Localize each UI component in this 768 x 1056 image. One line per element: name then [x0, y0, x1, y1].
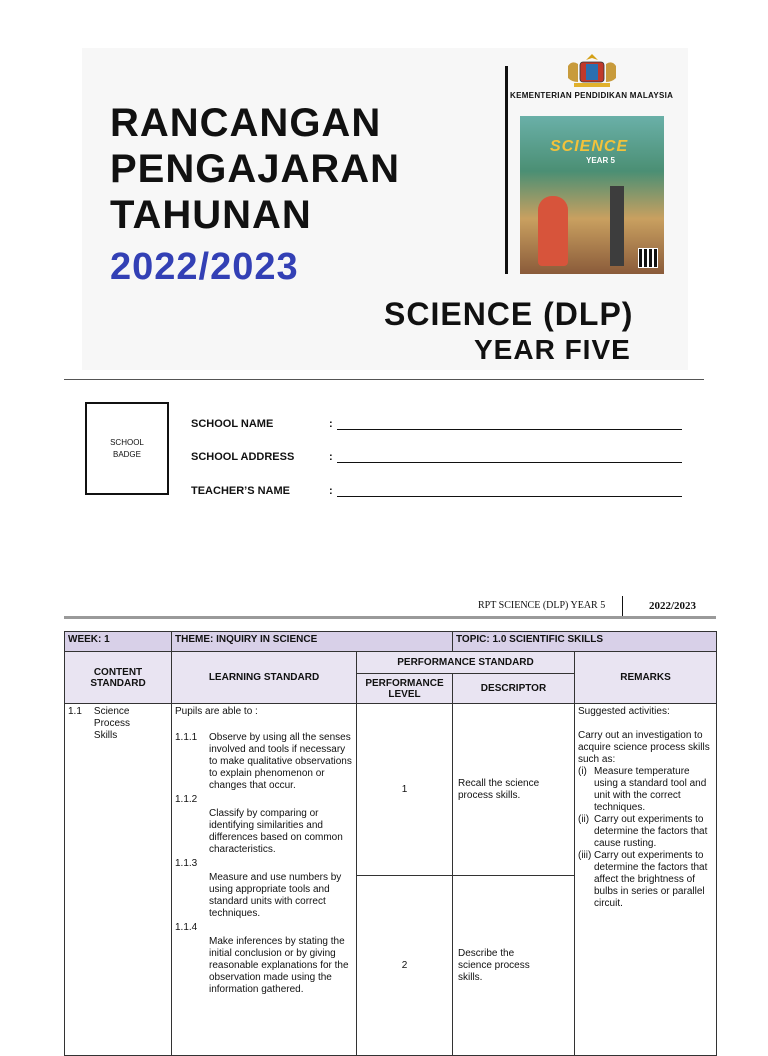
- learning-standard-cell: [172, 704, 357, 1056]
- remarks-item-number: (iii): [578, 850, 592, 861]
- school-address-field[interactable]: [337, 452, 682, 463]
- content-standard-cell: [65, 704, 172, 1056]
- descriptor-cell: [453, 704, 575, 876]
- ministry-label: KEMENTERIAN PENDIDIKAN MALAYSIA: [510, 91, 674, 100]
- teacher-name-field[interactable]: [337, 486, 682, 497]
- remarks-intro: Carry out an investigation to acquire science process skills such as:: [578, 730, 710, 765]
- learning-standard-item: [175, 794, 353, 856]
- school-address-row: [191, 451, 682, 463]
- performance-standard-header: PERFORMANCE STANDARD: [357, 652, 575, 674]
- field-colon: :: [329, 485, 333, 497]
- book-figure: [538, 196, 568, 266]
- content-standard-header: CONTENT STANDARD: [65, 652, 172, 704]
- remarks-item: [578, 766, 713, 814]
- pupils-intro: Pupils are able to :: [175, 706, 258, 717]
- school-name-label: SCHOOL NAME: [191, 418, 274, 430]
- content-number: 1.1: [68, 706, 82, 717]
- section-divider: [64, 379, 704, 380]
- remarks-item-number: (i): [578, 766, 587, 777]
- cover-title-line: RANCANGAN: [110, 101, 382, 145]
- performance-level-cell: 1: [357, 704, 453, 876]
- ls-number: 1.1.4: [175, 922, 198, 933]
- ls-text: Classify by comparing or identifying similarities and differences based on common characteristics.: [209, 808, 343, 855]
- performance-level-header: PERFORMANCE LEVEL: [357, 674, 453, 704]
- page-header-year: 2022/2023: [649, 600, 697, 612]
- rpt-table: [64, 631, 717, 1056]
- learning-standard-item: [175, 858, 353, 920]
- remarks-item-text: Measure temperature using a standard tool and unit with the correct techniques.: [594, 766, 707, 813]
- descriptor-cell: [453, 876, 575, 1056]
- cover-title-line: TAHUNAN: [110, 193, 312, 237]
- descriptor-text: Describe the science process skills.: [458, 947, 530, 983]
- learning-standard-item: [175, 922, 353, 996]
- qr-code-icon: [638, 248, 658, 268]
- remarks-cell: [575, 704, 717, 1056]
- cover-title: [110, 100, 400, 238]
- performance-level-cell: 2: [357, 876, 453, 1056]
- cover-divider: [505, 66, 508, 274]
- cover-title-line: PENGAJARAN: [110, 147, 401, 191]
- ls-text: Make inferences by stating the initial conclusion or by giving reasonable explanations for the observation made using the information gathered.: [209, 936, 349, 995]
- remarks-item: [578, 814, 713, 850]
- ls-text: Observe by using all the senses involved and tools if necessary to make qualitative observations to explain phenomenon or changes that occur.: [209, 732, 352, 791]
- content-text: Science Process Skills: [93, 706, 131, 741]
- ls-number: 1.1.2: [175, 794, 198, 805]
- page-header-rule: [64, 616, 716, 619]
- ls-number: 1.1.3: [175, 858, 198, 869]
- book-subtitle: YEAR 5: [586, 156, 615, 165]
- week-cell: WEEK: 1: [65, 632, 172, 652]
- remarks-item-text: Carry out experiments to determine the factors that cause rusting.: [594, 814, 708, 849]
- remarks-heading: Suggested activities:: [578, 706, 670, 717]
- cover-banner: [82, 48, 688, 370]
- year-level: YEAR FIVE: [474, 334, 631, 365]
- remarks-header: REMARKS: [575, 652, 717, 704]
- ls-text: Measure and use numbers by using appropriate tools and standard units with correct techniques.: [209, 872, 342, 919]
- teacher-name-row: [191, 485, 682, 497]
- cover-year: 2022/2023: [110, 246, 299, 288]
- page-header-label: RPT SCIENCE (DLP) YEAR 5: [478, 600, 606, 611]
- learning-standard-header: LEARNING STANDARD: [172, 652, 357, 704]
- field-colon: :: [329, 451, 333, 463]
- ls-number: 1.1.1: [175, 732, 198, 743]
- book-tower: [610, 186, 624, 266]
- descriptor-text: Recall the science process skills.: [458, 777, 540, 801]
- descriptor-header: DESCRIPTOR: [453, 674, 575, 704]
- remarks-item-text: Carry out experiments to determine the factors that affect the brightness of bulbs in series or parallel circuit.: [594, 850, 708, 909]
- textbook-cover-image: [520, 116, 664, 274]
- learning-standard-item: [175, 732, 353, 792]
- school-name-field[interactable]: [337, 419, 682, 430]
- topic-cell: TOPIC: 1.0 SCIENTIFIC SKILLS: [453, 632, 717, 652]
- book-title: SCIENCE: [550, 138, 629, 155]
- malaysia-crest-icon: [562, 52, 622, 90]
- theme-cell: THEME: INQUIRY IN SCIENCE: [172, 632, 453, 652]
- school-name-row: [191, 418, 682, 430]
- page-header-separator: [622, 596, 623, 616]
- school-address-label: SCHOOL ADDRESS: [191, 451, 295, 463]
- field-colon: :: [329, 418, 333, 430]
- subject-title: SCIENCE (DLP): [384, 296, 634, 332]
- remarks-item: [578, 850, 713, 910]
- school-badge-box: [85, 402, 169, 495]
- school-badge-label: SCHOOL BADGE: [110, 437, 144, 459]
- remarks-item-number: (ii): [578, 814, 590, 825]
- teacher-name-label: TEACHER’S NAME: [191, 485, 291, 497]
